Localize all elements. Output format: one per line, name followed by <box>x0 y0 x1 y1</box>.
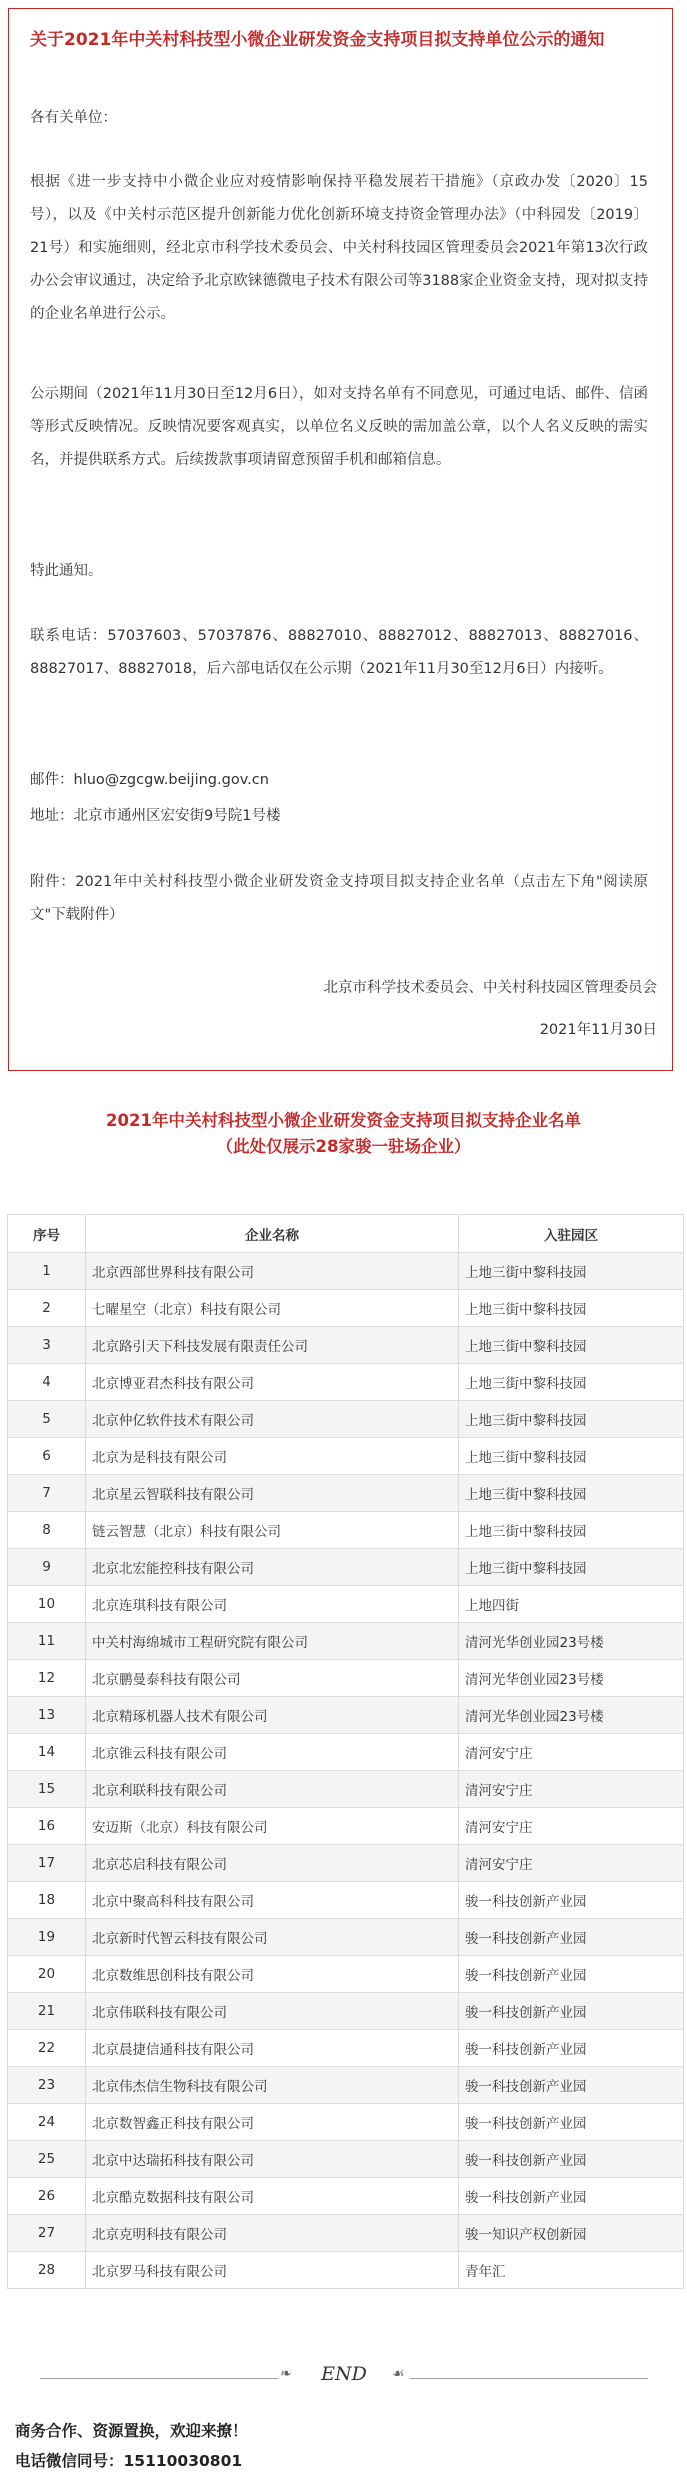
row-park: 清河光华创业园23号楼 <box>459 1660 684 1697</box>
list-title-line-2: （此处仅展示28家骏一驻场企业） <box>216 1137 471 1156</box>
notice-greeting: 各有关单位： <box>30 110 117 126</box>
row-index: 15 <box>8 1771 86 1808</box>
table-row <box>8 2178 684 2215</box>
notice-contact-phones: 联系电话：57037603、57037876、88827010、88827012、88827013、88827016、88827017、88827018，后六部电话仅在公示期（2021年11月30至12月6日）内接听。 <box>30 628 648 677</box>
table-row <box>8 2030 684 2067</box>
row-park: 清河安宁庄 <box>459 1808 684 1845</box>
row-index: 10 <box>8 1586 86 1623</box>
row-company-name: 北京精琢机器人技术有限公司 <box>86 1697 459 1734</box>
end-divider-right <box>410 2378 648 2379</box>
table-row <box>8 1808 684 1845</box>
table-row <box>8 2067 684 2104</box>
row-index: 25 <box>8 2141 86 2178</box>
row-company-name: 北京仲亿软件技术有限公司 <box>86 1401 459 1438</box>
row-park: 清河光华创业园23号楼 <box>459 1623 684 1660</box>
header-park: 入驻园区 <box>459 1215 684 1253</box>
row-index: 22 <box>8 2030 86 2067</box>
row-park: 青年汇 <box>459 2252 684 2289</box>
row-company-name: 北京中聚高科科技有限公司 <box>86 1882 459 1919</box>
row-park: 上地三街中黎科技园 <box>459 1364 684 1401</box>
row-park: 骏一科技创新产业园 <box>459 2178 684 2215</box>
row-index: 23 <box>8 2067 86 2104</box>
table-row <box>8 1512 684 1549</box>
table-row <box>8 1327 684 1364</box>
table-row <box>8 1993 684 2030</box>
row-company-name: 北京中达瑞拓科技有限公司 <box>86 2141 459 2178</box>
table-row <box>8 1623 684 1660</box>
row-park: 上地三街中黎科技园 <box>459 1438 684 1475</box>
notice-email: 邮件：hluo@zgcgw.beijing.gov.cn <box>30 772 269 788</box>
table-row <box>8 1253 684 1290</box>
row-park: 骏一科技创新产业园 <box>459 1919 684 1956</box>
row-company-name: 北京数维思创科技有限公司 <box>86 1956 459 1993</box>
row-company-name: 北京西部世界科技有限公司 <box>86 1253 459 1290</box>
row-company-name: 北京路引天下科技发展有限责任公司 <box>86 1327 459 1364</box>
table-row <box>8 1734 684 1771</box>
row-park: 骏一知识产权创新园 <box>459 2215 684 2252</box>
row-company-name: 北京克明科技有限公司 <box>86 2215 459 2252</box>
table-row <box>8 1660 684 1697</box>
row-park: 骏一科技创新产业园 <box>459 1882 684 1919</box>
table-row <box>8 1845 684 1882</box>
row-park: 清河光华创业园23号楼 <box>459 1697 684 1734</box>
row-company-name: 安迈斯（北京）科技有限公司 <box>86 1808 459 1845</box>
notice-paragraph-2: 公示期间（2021年11月30日至12月6日），如对支持名单有不同意见，可通过电话、邮件、信函等形式反映情况。反映情况要客观真实，以单位名义反映的需加盖公章，以个人名义反映的需实名，并提供联系方式。后续拨款事项请留意预留手机和邮箱信息。 <box>30 386 648 468</box>
row-company-name: 北京为是科技有限公司 <box>86 1438 459 1475</box>
table-row <box>8 2252 684 2289</box>
notice-paragraph-1: 根据《进一步支持中小微企业应对疫情影响保持平稳发展若干措施》（京政办发〔2020〕15号），以及《中关村示范区提升创新能力优化创新环境支持资金管理办法》（中科园发〔2019〕21号）和实施细则，经北京市科学技术委员会、中关村科技园区管理委员会2021年第13次行政办公会审议通过，决定给予北京欧铼德微电子技术有限公司等3188家企业资金支持，现对拟支持的企业名单进行公示。 <box>30 174 648 322</box>
footer-phone: 电话微信同号：15110030801 <box>15 2452 243 2470</box>
row-company-name: 中关村海绵城市工程研究院有限公司 <box>86 1623 459 1660</box>
row-index: 17 <box>8 1845 86 1882</box>
row-park: 上地三街中黎科技园 <box>459 1327 684 1364</box>
row-company-name: 七曜星空（北京）科技有限公司 <box>86 1290 459 1327</box>
row-company-name: 北京罗马科技有限公司 <box>86 2252 459 2289</box>
row-park: 清河安宁庄 <box>459 1734 684 1771</box>
end-ornament-right-icon: ☙ <box>392 2366 405 2382</box>
row-company-name: 北京新时代智云科技有限公司 <box>86 1919 459 1956</box>
row-park: 清河安宁庄 <box>459 1771 684 1808</box>
row-index: 14 <box>8 1734 86 1771</box>
row-index: 20 <box>8 1956 86 1993</box>
table-row <box>8 2215 684 2252</box>
table-row <box>8 1290 684 1327</box>
row-park: 上地三街中黎科技园 <box>459 1512 684 1549</box>
row-company-name: 北京星云智联科技有限公司 <box>86 1475 459 1512</box>
row-index: 24 <box>8 2104 86 2141</box>
end-divider-left <box>40 2378 278 2379</box>
row-park: 清河安宁庄 <box>459 1845 684 1882</box>
notice-address: 地址：北京市通州区宏安街9号院1号楼 <box>30 808 281 824</box>
row-index: 12 <box>8 1660 86 1697</box>
row-index: 11 <box>8 1623 86 1660</box>
row-park: 骏一科技创新产业园 <box>459 2030 684 2067</box>
table-row <box>8 1401 684 1438</box>
notice-issuer: 北京市科学技术委员会、中关村科技园区管理委员会 <box>323 980 657 996</box>
row-company-name: 北京博亚君杰科技有限公司 <box>86 1364 459 1401</box>
header-index: 序号 <box>8 1215 86 1253</box>
row-index: 21 <box>8 1993 86 2030</box>
row-index: 13 <box>8 1697 86 1734</box>
row-company-name: 北京伟联科技有限公司 <box>86 1993 459 2030</box>
row-park: 骏一科技创新产业园 <box>459 1956 684 1993</box>
row-park: 骏一科技创新产业园 <box>459 2104 684 2141</box>
row-company-name: 北京锥云科技有限公司 <box>86 1734 459 1771</box>
row-index: 26 <box>8 2178 86 2215</box>
row-index: 4 <box>8 1364 86 1401</box>
list-title-line-1: 2021年中关村科技型小微企业研发资金支持项目拟支持企业名单 <box>106 1111 581 1130</box>
row-index: 5 <box>8 1401 86 1438</box>
row-index: 2 <box>8 1290 86 1327</box>
row-index: 1 <box>8 1253 86 1290</box>
table-row <box>8 1697 684 1734</box>
table-row <box>8 1364 684 1401</box>
row-index: 28 <box>8 2252 86 2289</box>
notice-attachment: 附件：2021年中关村科技型小微企业研发资金支持项目拟支持企业名单（点击左下角"阅读原文"下载附件） <box>30 874 648 923</box>
row-park: 骏一科技创新产业园 <box>459 1993 684 2030</box>
row-index: 6 <box>8 1438 86 1475</box>
row-index: 27 <box>8 2215 86 2252</box>
row-index: 19 <box>8 1919 86 1956</box>
row-company-name: 链云智慧（北京）科技有限公司 <box>86 1512 459 1549</box>
row-company-name: 北京鹏曼泰科技有限公司 <box>86 1660 459 1697</box>
end-mark: END <box>321 2363 367 2385</box>
row-company-name: 北京酷克数据科技有限公司 <box>86 2178 459 2215</box>
row-company-name: 北京晨捷信通科技有限公司 <box>86 2030 459 2067</box>
table-row <box>8 1475 684 1512</box>
table-row <box>8 1771 684 1808</box>
row-park: 上地三街中黎科技园 <box>459 1253 684 1290</box>
table-row <box>8 1956 684 1993</box>
row-company-name: 北京连琪科技有限公司 <box>86 1586 459 1623</box>
table-row <box>8 2104 684 2141</box>
row-index: 16 <box>8 1808 86 1845</box>
list-title <box>0 1108 687 1160</box>
row-company-name: 北京芯启科技有限公司 <box>86 1845 459 1882</box>
row-index: 8 <box>8 1512 86 1549</box>
row-company-name: 北京数智鑫正科技有限公司 <box>86 2104 459 2141</box>
row-index: 3 <box>8 1327 86 1364</box>
row-company-name: 北京北宏能控科技有限公司 <box>86 1549 459 1586</box>
row-index: 7 <box>8 1475 86 1512</box>
table-row <box>8 1438 684 1475</box>
row-company-name: 北京伟杰信生物科技有限公司 <box>86 2067 459 2104</box>
table-row <box>8 1919 684 1956</box>
row-index: 9 <box>8 1549 86 1586</box>
row-park: 骏一科技创新产业园 <box>459 2141 684 2178</box>
row-park: 上地四街 <box>459 1586 684 1623</box>
row-park: 上地三街中黎科技园 <box>459 1549 684 1586</box>
table-row <box>8 1586 684 1623</box>
header-company-name: 企业名称 <box>86 1215 459 1253</box>
row-park: 上地三街中黎科技园 <box>459 1475 684 1512</box>
row-park: 上地三街中黎科技园 <box>459 1290 684 1327</box>
row-index: 18 <box>8 1882 86 1919</box>
notice-closing: 特此通知。 <box>30 563 103 579</box>
notice-title: 关于2021年中关村科技型小微企业研发资金支持项目拟支持单位公示的通知 <box>30 30 605 50</box>
notice-date: 2021年11月30日 <box>539 1022 657 1038</box>
table-row <box>8 2141 684 2178</box>
company-table <box>7 1214 684 2289</box>
row-company-name: 北京利联科技有限公司 <box>86 1771 459 1808</box>
table-row <box>8 1882 684 1919</box>
table-row <box>8 1549 684 1586</box>
row-park: 上地三街中黎科技园 <box>459 1401 684 1438</box>
row-park: 骏一科技创新产业园 <box>459 2067 684 2104</box>
table-body <box>8 1253 684 2289</box>
footer-cooperation: 商务合作、资源置换，欢迎来撩！ <box>15 2422 248 2440</box>
table-header-row <box>8 1215 684 1253</box>
end-ornament-left-icon: ❧ <box>280 2366 292 2382</box>
